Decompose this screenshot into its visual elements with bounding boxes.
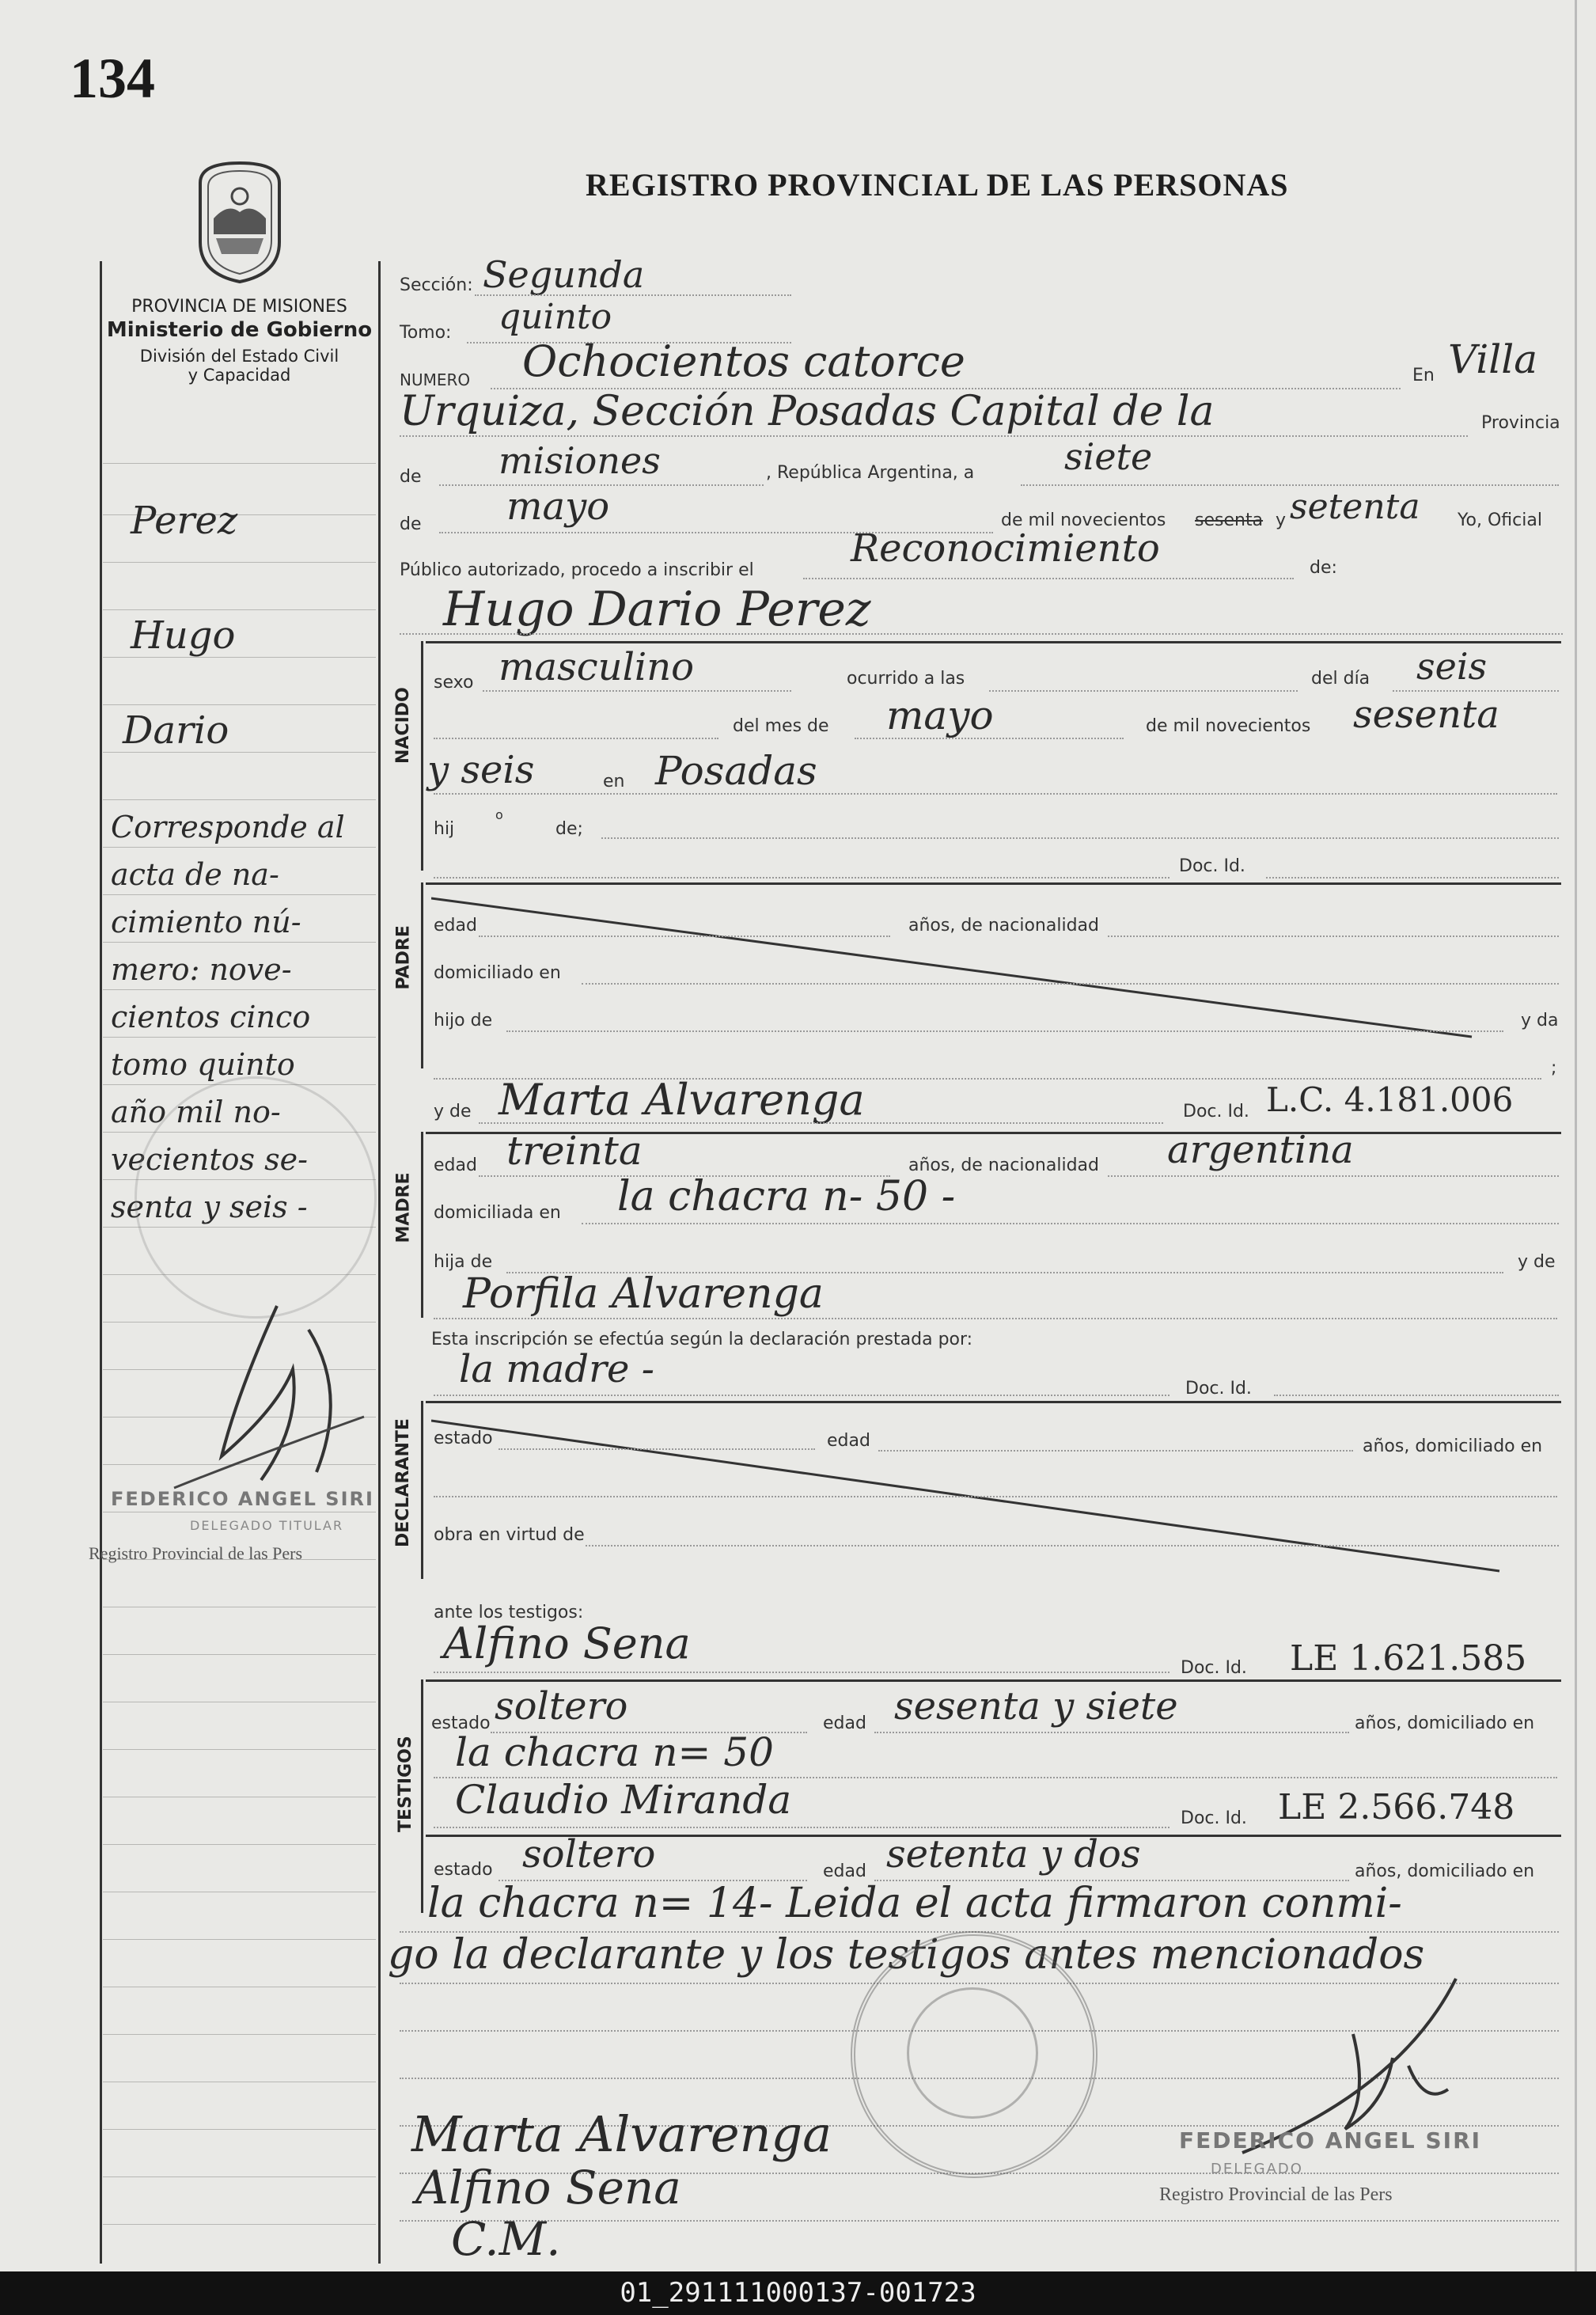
label-hija-de: hija de xyxy=(434,1252,493,1272)
value-testigo1-edad: sesenta y siete xyxy=(894,1684,1178,1729)
page-edge xyxy=(1575,0,1577,2271)
value-dia-nac: seis xyxy=(1416,645,1488,688)
label-edad-madre: edad xyxy=(434,1156,477,1175)
value-cierre: go la declarante y los testigos antes mencionados xyxy=(388,1931,1425,1979)
label-y-da: y da xyxy=(1521,1011,1559,1030)
margin-note-line: acta de na- xyxy=(111,857,279,892)
margin-note-line: cientos cinco xyxy=(111,1000,311,1034)
value-declarante: la madre - xyxy=(459,1347,654,1391)
officer-org-stamp: Registro Provincial de las Pers xyxy=(1159,2184,1393,2205)
margin-note-line: año mil no- xyxy=(111,1095,281,1129)
label-tomo: Tomo: xyxy=(400,323,452,343)
value-acto: Reconocimiento xyxy=(851,526,1160,571)
value-mes-nac: mayo xyxy=(886,693,994,738)
value-mes: mayo xyxy=(506,484,610,529)
label-nac-padre: años, de nacionalidad xyxy=(908,916,1099,935)
padre-top-rule xyxy=(426,882,1561,885)
value-testigo1-dom: la chacra n= 50 xyxy=(455,1729,774,1775)
margin-given-name-2: Dario xyxy=(123,708,229,753)
value-anio-nac: sesenta xyxy=(1353,693,1499,737)
issuing-authority xyxy=(103,297,376,385)
margin-given-name-1: Hugo xyxy=(131,613,236,658)
file-id-bar: 01_291111000137-001723 xyxy=(0,2271,1596,2315)
value-dia: siete xyxy=(1064,435,1153,478)
label-edad-declarante: edad xyxy=(827,1431,870,1451)
label-hijo-de: hijo de xyxy=(434,1011,493,1030)
value-numero: Ochocientos catorce xyxy=(522,336,965,386)
value-madre-doc: L.C. 4.181.006 xyxy=(1266,1080,1514,1119)
value-testigo1: Alfino Sena xyxy=(443,1619,691,1668)
value-lugar-nac: Posadas xyxy=(655,748,817,794)
value-madre-nac: argentina xyxy=(1167,1128,1354,1172)
label-edad-testigo2: edad xyxy=(823,1861,866,1881)
label-edad-padre: edad xyxy=(434,916,477,935)
value-lugar: Urquiza, Sección Posadas Capital de la xyxy=(400,388,1215,435)
value-testigo1-doc: LE 1.621.585 xyxy=(1290,1638,1527,1679)
margin-note-line: vecientos se- xyxy=(111,1142,308,1177)
margin-officer-org: Registro Provincial de las Pers xyxy=(89,1543,303,1563)
value-tomo: quinto xyxy=(499,297,612,337)
org-division-2: y Capacidad xyxy=(188,366,291,385)
label-del-mes: del mes de xyxy=(733,716,829,736)
label-hij: hij xyxy=(434,819,455,839)
label-y-de-right: y de xyxy=(1518,1252,1556,1272)
value-testigo2-edad: setenta y dos xyxy=(886,1832,1141,1877)
label-doc-id-hijo: Doc. Id. xyxy=(1179,856,1245,876)
signature-madre: Marta Alvarenga xyxy=(411,2105,832,2163)
label-yo-oficial: Yo, Oficial xyxy=(1458,510,1542,530)
label-de-mes: de xyxy=(400,514,422,534)
margin-surname: Perez xyxy=(131,499,238,543)
label-dom-testigo2: años, domiciliado en xyxy=(1355,1861,1535,1881)
label-doc-id-testigo2: Doc. Id. xyxy=(1181,1808,1247,1828)
label-en-lower: en xyxy=(603,772,625,791)
label-sexo: sexo xyxy=(434,673,474,693)
value-seccion: Segunda xyxy=(483,253,645,296)
value-testigo2-doc: LE 2.566.748 xyxy=(1278,1787,1515,1827)
label-de-semicolon: de; xyxy=(555,819,583,839)
margin-note-line: mero: nove- xyxy=(111,952,292,987)
padre-bracket xyxy=(421,882,423,1068)
label-esta-inscripcion: Esta inscripción se efectúa según la declaración prestada por: xyxy=(431,1330,973,1349)
value-sexo: masculino xyxy=(499,645,695,689)
value-testigo2-dom: la chacra n= 14- Leida el acta firmaron conmi- xyxy=(427,1880,1402,1927)
margin-note-line: senta y seis - xyxy=(111,1190,308,1224)
section-declarante: DECLARANTE xyxy=(393,1418,413,1547)
value-nombre: Hugo Dario Perez xyxy=(443,582,871,637)
label-edad-testigo1: edad xyxy=(823,1713,866,1733)
section-testigos: TESTIGOS xyxy=(396,1736,415,1832)
label-nac-madre: años, de nacionalidad xyxy=(908,1156,1099,1175)
label-seccion: Sección: xyxy=(400,275,473,295)
label-ocurrido: ocurrido a las xyxy=(847,669,965,689)
nacido-bracket xyxy=(421,641,423,871)
margin-note-line: tomo quinto xyxy=(111,1047,295,1082)
testigos-top-rule xyxy=(426,1679,1561,1682)
label-hij-o: o xyxy=(495,807,503,822)
label-sesenta-struck: sesenta xyxy=(1195,510,1264,530)
org-ministry: Ministerio de Gobierno xyxy=(106,318,373,342)
label-numero: NUMERO xyxy=(400,370,471,389)
label-doc-id-madre: Doc. Id. xyxy=(1183,1102,1249,1121)
value-provincia: misiones xyxy=(499,439,661,482)
value-testigo2: Claudio Miranda xyxy=(455,1777,792,1823)
label-publico: Público autorizado, procedo a inscribir el xyxy=(400,560,754,580)
signature-testigo1: Alfino Sena xyxy=(415,2161,681,2214)
label-republica: , República Argentina, a xyxy=(766,463,975,483)
label-y: y xyxy=(1276,510,1287,530)
officer-title-stamp: DELEGADO xyxy=(1211,2161,1303,2177)
value-madre-dom: la chacra n- 50 - xyxy=(617,1173,956,1220)
label-en: En xyxy=(1412,366,1435,385)
page-number: 134 xyxy=(70,47,155,110)
label-del-dia: del día xyxy=(1311,669,1370,689)
label-ante-testigos: ante los testigos: xyxy=(434,1603,584,1622)
provincial-crest xyxy=(188,155,291,286)
label-dom-declarante: años, domiciliado en xyxy=(1363,1436,1543,1456)
nacido-top-rule xyxy=(426,641,1561,643)
label-obra: obra en virtud de xyxy=(434,1525,585,1545)
value-anio: setenta xyxy=(1290,487,1420,527)
margin-right-rule xyxy=(378,261,381,2264)
value-anio-nac-2: y seis xyxy=(427,748,535,792)
label-estado-testigo2: estado xyxy=(434,1860,493,1880)
value-testigo2-estado: soltero xyxy=(522,1832,656,1877)
signature-testigo2: C.M. xyxy=(451,2212,561,2266)
declarante-bracket xyxy=(421,1401,423,1579)
label-de-mil: de mil novecientos xyxy=(1001,510,1166,530)
document-title: REGISTRO PROVINCIAL DE LAS PERSONAS xyxy=(586,167,1289,203)
declarante-top-rule xyxy=(426,1401,1561,1403)
value-abuela: Porfila Alvarenga xyxy=(463,1270,824,1318)
label-dom-madre: domiciliada en xyxy=(434,1203,561,1223)
label-estado-declarante: estado xyxy=(434,1429,493,1448)
margin-officer-name: FEDERICO ANGEL SIRI xyxy=(111,1488,374,1510)
label-dom-testigo1: años, domiciliado en xyxy=(1355,1713,1535,1733)
value-madre-nombre: Marta Alvarenga xyxy=(499,1075,865,1125)
section-nacido: NACIDO xyxy=(393,687,413,764)
margin-note-line: Corresponde al xyxy=(111,810,345,844)
testigos-bracket xyxy=(421,1679,423,1913)
value-en: Villa xyxy=(1448,336,1538,382)
margin-seal-stamp xyxy=(135,1076,377,1319)
label-estado-testigo1: estado xyxy=(431,1713,491,1733)
org-province: PROVINCIA DE MISIONES xyxy=(131,297,347,317)
label-y-de-madre: y de xyxy=(434,1102,472,1121)
section-madre: MADRE xyxy=(393,1172,414,1243)
value-madre-edad: treinta xyxy=(506,1128,643,1174)
org-division: División del Estado Civil xyxy=(139,347,339,366)
label-dom-padre: domiciliado en xyxy=(434,963,561,983)
label-semicolon: ; xyxy=(1551,1058,1557,1078)
margin-left-rule xyxy=(100,261,102,2264)
officer-name-stamp: FEDERICO ANGEL SIRI xyxy=(1179,2127,1482,2154)
madre-bracket xyxy=(421,1132,423,1318)
label-de-colon: de: xyxy=(1310,558,1337,578)
section-padre: PADRE xyxy=(393,925,414,990)
label-doc-id-testigo1: Doc. Id. xyxy=(1181,1658,1247,1678)
margin-note-line: cimiento nú- xyxy=(111,905,301,939)
label-de-provincia: de xyxy=(400,467,422,487)
label-provincia: Provincia xyxy=(1481,413,1560,433)
value-testigo1-estado: soltero xyxy=(495,1684,628,1729)
label-doc-id-declarante: Doc. Id. xyxy=(1185,1379,1252,1398)
margin-official-signature xyxy=(158,1298,380,1504)
bottom-seal-stamp xyxy=(851,1931,1097,2178)
margin-officer-title: DELEGADO TITULAR xyxy=(190,1518,344,1533)
label-de-mil-nov: de mil novecientos xyxy=(1146,716,1311,736)
